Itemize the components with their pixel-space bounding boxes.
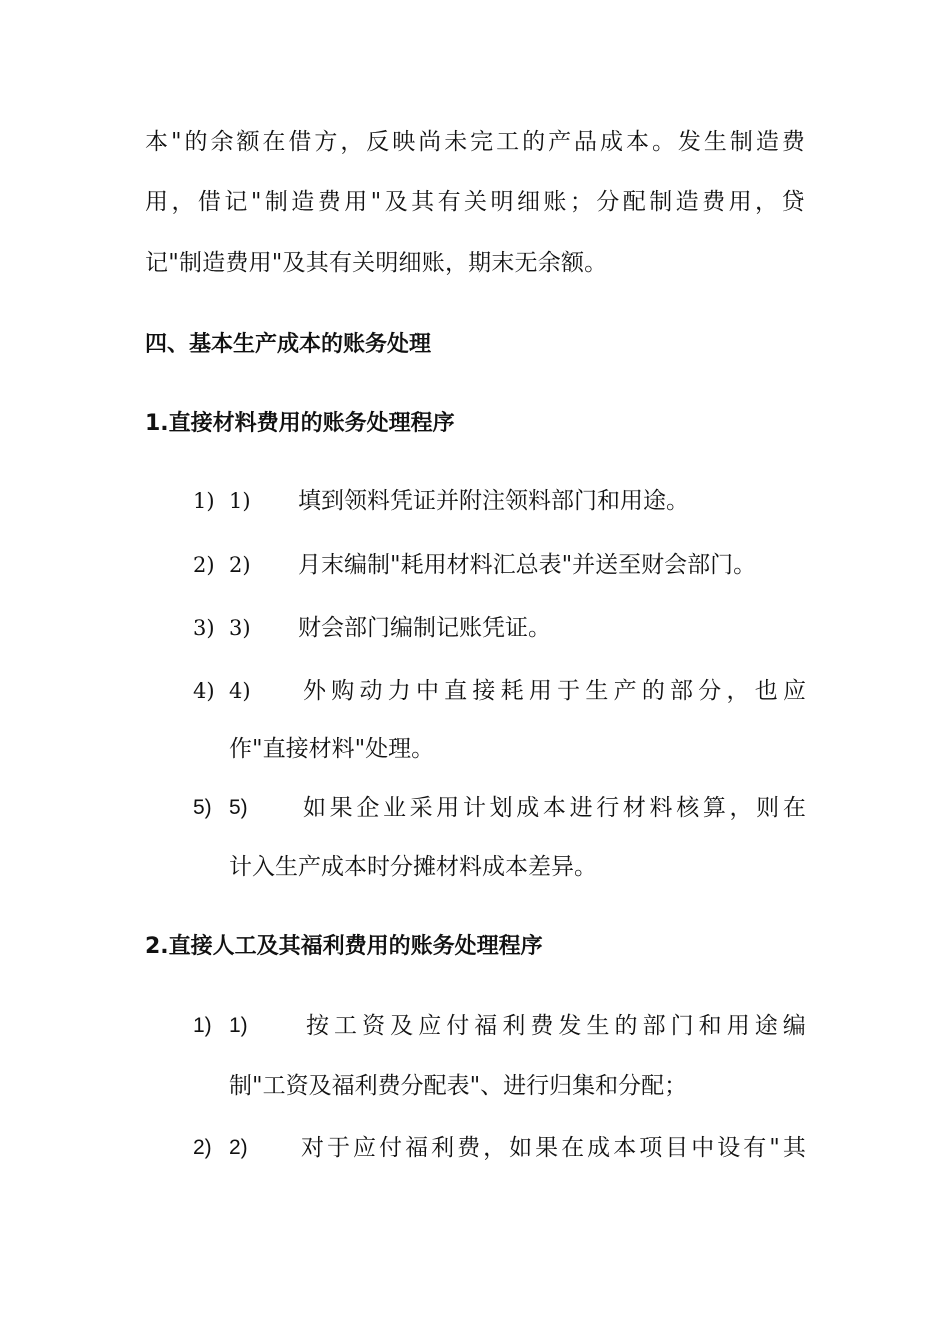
list-number-outer: 1) <box>193 489 215 513</box>
list-number-inner: 2) <box>229 1136 248 1159</box>
list-item-text: 月末编制"耗用材料汇总表"并送至财会部门。 <box>298 552 757 578</box>
list-number-inner: 1) <box>229 1014 248 1037</box>
list-item-text: 填到领料凭证并附注领料部门和用途。 <box>298 488 689 514</box>
list-item-text: 对 于 应 付 福 利 费 ， 如 果 在 成 本 项 目 中 设 有 " 其 <box>301 1135 806 1161</box>
list-item-text: 外 购 动 力 中 直 接 耗 用 于 生 产 的 部 分 ， 也 应 <box>303 678 806 704</box>
list-number-outer: 5) <box>193 796 212 819</box>
list-number-outer: 2) <box>193 1136 212 1159</box>
paragraph-line-2: 用 ， 借 记 " 制 造 费 用 " 及 其 有 关 明 细 账 ； 分 配 制 造 费 用 ， 贷 <box>145 189 805 215</box>
list-number-outer: 2) <box>193 553 215 577</box>
list-number-inner: 2) <box>229 553 251 577</box>
list-number-outer: 3) <box>193 616 215 640</box>
list-item-continuation: 制"工资及福利费分配表"、进行归集和分配； <box>229 1073 688 1099</box>
list-number-outer: 4) <box>193 679 215 703</box>
paragraph-line-3: 记"制造费用"及其有关明细账，期末无余额。 <box>145 250 608 276</box>
list-number-inner: 4) <box>229 679 251 703</box>
subsection-2-heading: 2.直接人工及其福利费用的账务处理程序 <box>145 934 543 959</box>
list-item-continuation: 计入生产成本时分摊材料成本差异。 <box>229 854 597 880</box>
subsection-1-heading: 1.直接材料费用的账务处理程序 <box>145 411 455 436</box>
list-item-text: 如 果 企 业 采 用 计 划 成 本 进 行 材 料 核 算 ， 则 在 <box>303 795 806 821</box>
list-item-text: 按 工 资 及 应 付 福 利 费 发 生 的 部 门 和 用 途 编 <box>306 1013 806 1039</box>
list-number-inner: 5) <box>229 796 248 819</box>
section-heading: 四、基本生产成本的账务处理 <box>145 332 432 357</box>
list-item-continuation: 作"直接材料"处理。 <box>229 736 435 762</box>
list-number-outer: 1) <box>193 1014 212 1037</box>
list-number-inner: 1) <box>229 489 251 513</box>
paragraph-line-1: 本 " 的 余 额 在 借 方 ， 反 映 尚 未 完 工 的 产 品 成 本 。 发 生 制 造 费 <box>145 129 805 155</box>
list-number-inner: 3) <box>229 616 251 640</box>
list-item-text: 财会部门编制记账凭证。 <box>298 615 551 641</box>
